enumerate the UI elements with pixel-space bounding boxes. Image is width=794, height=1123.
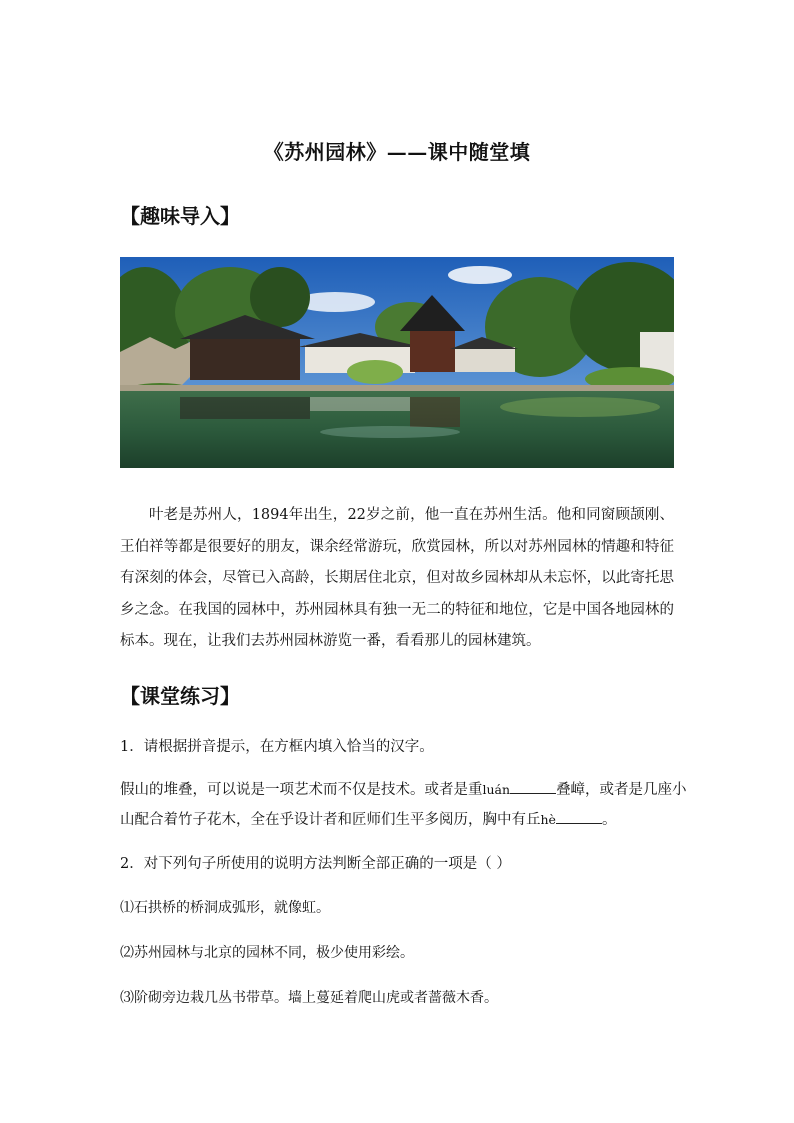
question-2-item-2: ⑵苏州园林与北京的园林不同，极少使用彩绘。 [120,945,414,961]
q1-text-d: 。 [601,812,617,828]
suzhou-garden-photo [120,257,674,468]
q1-text-b: 叠嶂，或者是几座小 [556,782,687,798]
question-2-item-1: ⑴石拱桥的桥洞成弧形，就像虹。 [120,900,330,916]
intro-text: 叶老是苏州人，1894年出生，22岁之前，他一直在苏州生活。他和同窗顾颉刚、王伯祥等都是很要好的朋友，课余经常游玩，欣赏园林，所以对苏州园林的情趣和特征有深刻的体会，尽管已入高龄，长期居住北京，但对故乡园林却从未忘怀，以此寄托思乡之念。在我国的园林中，苏州园林具有独一无二的特征和地位，它是中国各地园林的标本。现在，让我们去苏州园林游览一番，看看那儿的园林建筑。 [120,507,674,649]
pinyin-he: hè [540,812,556,827]
page-title: 《苏州园林》——课中随堂填 [263,140,531,164]
question-1-prompt: 1．请根据拼音提示，在方框内填入恰当的汉字。 [120,739,434,755]
pinyin-luan: luán [482,782,511,797]
question-2-prompt: 2．对下列句子所使用的说明方法判断全部正确的一项是（ ） [120,856,511,872]
section-heading-practice: 【课堂练习】 [120,684,240,708]
answer-blank-1[interactable] [510,781,556,794]
answer-blank-2[interactable] [556,811,602,824]
section-heading-intro: 【趣味导入】 [120,204,240,228]
q1-text-c: 山配合着竹子花木，全在乎设计者和匠师们生平多阅历，胸中有丘 [120,812,541,828]
intro-paragraph [120,500,674,658]
q1-text-a: 假山的堆叠，可以说是一项艺术而不仅是技术。或者是重 [120,782,483,798]
question-1-line-1 [120,778,687,799]
question-2-item-3: ⑶阶砌旁边栽几丛书带草。墙上蔓延着爬山虎或者蔷薇木香。 [120,990,498,1006]
question-1-line-2 [120,808,680,829]
